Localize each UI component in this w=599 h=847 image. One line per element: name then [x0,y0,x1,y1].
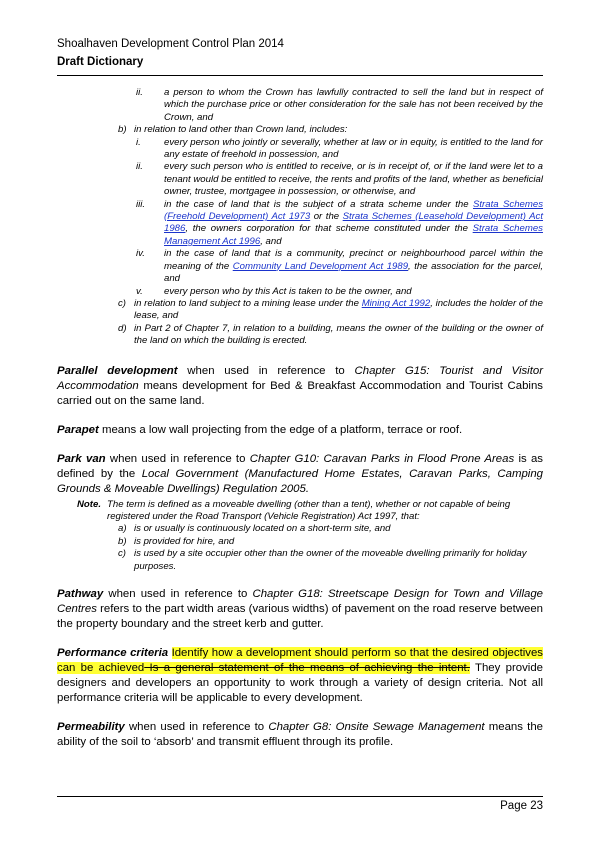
note-list-item [57,548,543,573]
chapter-reference: Chapter G10: Caravan Parks in Flood Prone Areas [249,452,515,465]
community-land-act-link[interactable]: Community Land Development Act 1989 [232,260,409,272]
document-title: Shoalhaven Development Control Plan 2014 [57,38,284,50]
list-item [57,286,543,298]
note-text: The term is defined as a moveable dwelling (other than a tent), whether or not capable of being registered under the Road Transport (Vehicle Registration) Act 1997, that: [107,498,511,522]
page-content [57,87,543,750]
chapter-reference: Chapter G8: Onsite Sewage Management [268,720,485,733]
struck-deletion: Is a general statement of the means of achieving the intent. [144,661,470,674]
list-marker: a) [118,523,127,535]
text-run: when used in reference to [105,452,250,465]
strata-freehold-act-link[interactable]: Strata Schemes (Freehold Development) Act 1973 [164,198,543,223]
list-text: every such person who is entitled to receive, or is in receipt of, or if the land were let to a tenant would be entitled to receive, the rents and profits of the land, whether as beneficial owner, trustee, mortgagee in possession, or otherwise, and [164,161,543,198]
section-title: Draft Dictionary [57,56,144,68]
text-run: when used in reference to [124,720,269,733]
list-text: is used by a site occupier other than the owner of the moveable dwelling primarily for holiday purposes. [134,548,527,572]
definition-pathway [57,587,543,632]
definition-term: Pathway [57,587,104,600]
page-number: Page 23 [500,800,543,812]
chapter-reference: Chapter G18: Streetscape Design for Town and Village Centres [57,587,543,615]
list-text: is or usually is continuously located on a short-term site, and [134,523,391,535]
list-item [57,137,543,162]
list-text: in relation to land other than Crown land, includes: [134,124,348,136]
list-marker: c) [118,548,126,560]
list-marker: iii. [136,198,146,210]
text-run: means a low wall projecting from the edge of a platform, terrace or roof. [98,423,463,436]
text-run: means the ability of the soil to ‘absorb’ and transmit effluent through its profile. [57,720,543,748]
list-text [164,248,543,285]
list-marker: v. [136,285,143,297]
text-run: in relation to land subject to a mining lease under the [134,297,362,309]
definition-term: Park van [57,452,106,465]
list-marker: b) [118,124,127,136]
list-text: a person to whom the Crown has lawfully contracted to sell the land but in respect of which the purchase price or other consideration for the sale has not been received by the Crown, and [164,87,543,123]
note-label: Note. [77,498,101,510]
park-van-note [57,499,543,573]
regulation-reference: Local Government (Manufactured Home Estates, Caravan Parks, Camping Grounds & Moveable Dwellings) Regulation 2005. [57,467,543,495]
definition-park-van [57,452,543,497]
strata-management-act-link[interactable]: Strata Schemes Management Act 1996 [164,223,543,247]
definition-permeability [57,720,543,750]
text-run: , the owners corporation for that scheme constituted under the [185,223,473,235]
text-run: means development for Bed & Breakfast Accommodation and Tourist Cabins carried out on the same land. [57,379,543,407]
definition-parallel-development [57,364,543,409]
list-marker: ii. [136,161,143,173]
highlighted-insertion: Identify how a development should perform so that the desired objectives can be achieved [57,646,543,674]
list-marker: i. [136,136,141,148]
list-text: every person who jointly or severally, whether at law or in equity, is entitled to the land for any estate of freehold in possession, and [164,136,543,161]
text-run: is as defined by the [57,452,543,480]
definition-parapet [57,423,543,438]
text-run: refers to the part width areas (various widths) of pavement on the road reserve between the property boundary and the street kerb and gutter. [57,602,543,630]
definition-performance-criteria [57,646,543,706]
definition-term: Parallel development [57,364,178,377]
definition-term: Permeability [57,720,125,733]
text-run: when used in reference to [103,587,253,600]
text-run: , includes the holder of the lease, and [134,297,543,322]
strata-leasehold-act-link[interactable]: Strata Schemes (Leasehold Development) Act 1986 [164,211,544,235]
list-marker: c) [118,297,126,309]
chapter-reference: Chapter G15: Tourist and Visitor Accommodation [57,364,543,392]
text-run: or the [310,211,343,223]
list-item [57,124,543,136]
list-item [57,298,543,323]
note-list-item [57,523,543,535]
list-item [57,323,543,348]
list-text: every person who by this Act is taken to be the owner, and [164,285,412,297]
list-item [57,161,543,198]
list-item [57,248,543,285]
list-text: is provided for hire, and [134,535,235,547]
text-run: , the association for the parcel, and [164,260,543,285]
footer-divider [57,796,543,797]
list-text [134,298,543,323]
text-run: in the case of land that is a community, precinct or neighbourhood parcel within the meaning of the [164,248,543,272]
text-run: in the case of land that is the subject of a strata scheme under the [164,198,473,210]
text-run: when used in reference to [177,364,355,377]
note-intro [57,499,543,524]
definition-term: Performance criteria [57,646,169,659]
list-item [57,87,543,124]
text-run: They provide designers and developers an opportunity to work through a variety of design criteria. Not all performance criteria will be applicable to every development. [57,661,543,704]
definition-term: Parapet [57,423,99,436]
text-run: , and [260,235,282,247]
list-marker: ii. [136,87,143,98]
list-text: in Part 2 of Chapter 7, in relation to a building, means the owner of the building or the owner of the land on which the building is erected. [134,322,543,347]
list-marker: d) [118,322,127,334]
list-marker: b) [118,535,127,547]
mining-act-link[interactable]: Mining Act 1992 [361,297,431,309]
note-list-item [57,536,543,548]
list-text [164,199,543,249]
header-divider [57,75,543,76]
list-marker: iv. [136,248,145,260]
list-item [57,199,543,249]
